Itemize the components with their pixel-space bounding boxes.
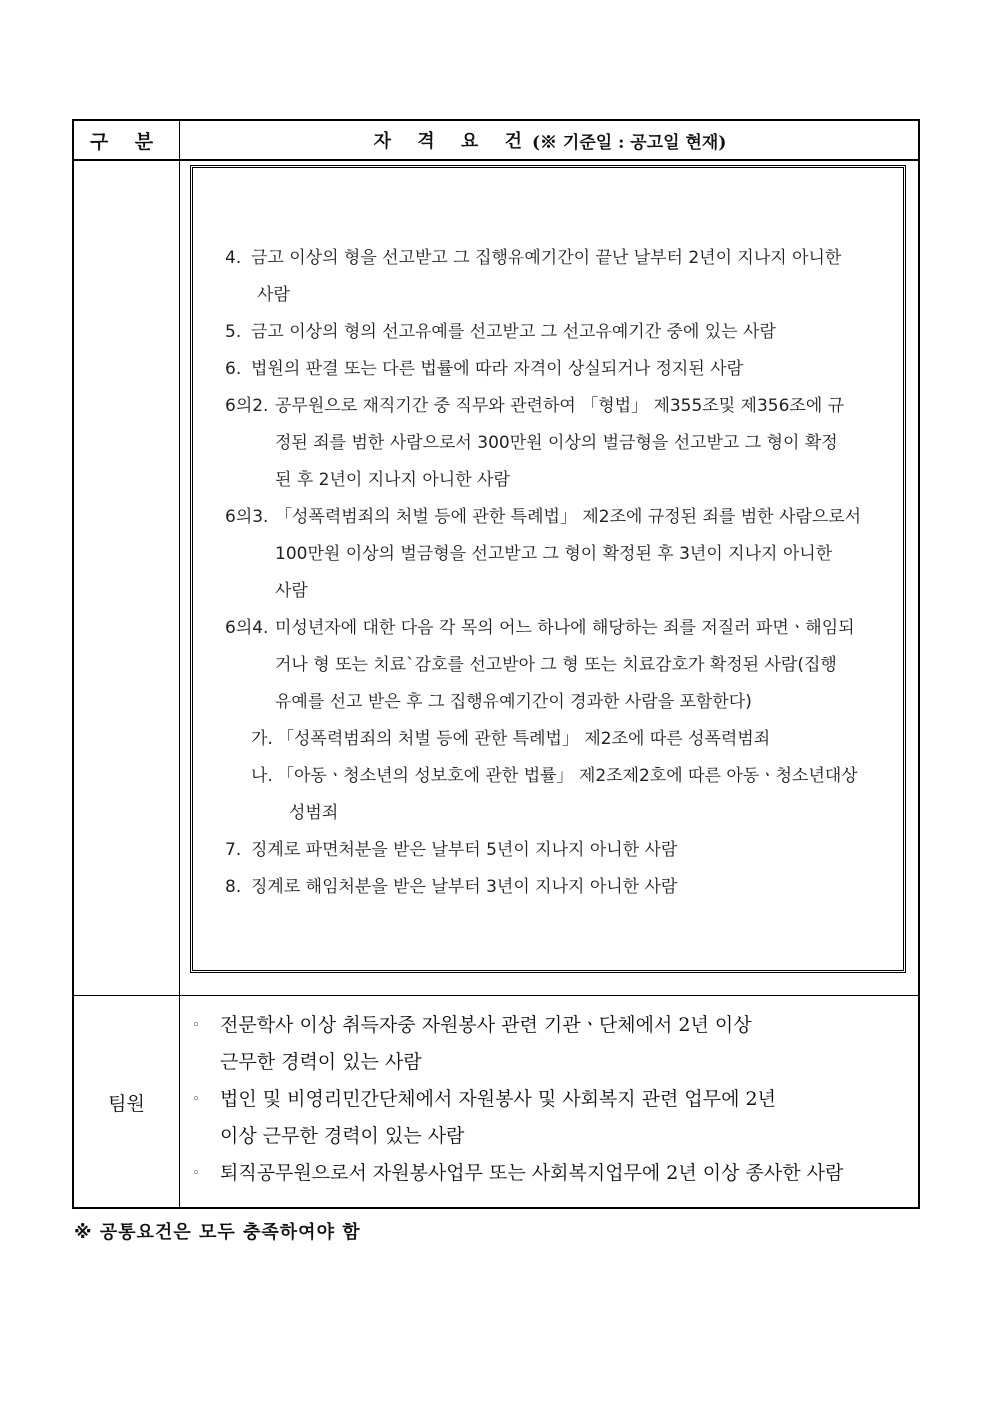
disqualification-list (225, 240, 890, 906)
list-item (225, 610, 890, 721)
list-item (225, 351, 890, 388)
header-requirements-title: 자 격 요 건 (373, 131, 532, 152)
list-item-line: 성범죄 (289, 803, 339, 823)
member-requirement-line: 퇴직공무원으로서 자원봉사업무 또는 사회복지업무에 2년 이상 종사한 사람 (220, 1162, 844, 1184)
member-requirement-line: 이상 근무한 경력이 있는 사람 (220, 1125, 465, 1147)
list-item (225, 314, 890, 351)
bullet-icon: ◦ (192, 1166, 200, 1181)
list-item-line: 정된 죄를 범한 사람으로서 300만원 이상의 벌금형을 선고받고 그 형이 확정 (275, 433, 838, 453)
list-item-line: 거나 형 또는 치료`감호를 선고받아 그 형 또는 치료감호가 확정된 사람(집행 (275, 655, 837, 675)
list-item-number: 가. (251, 729, 273, 749)
list-item-number: 6의2. (225, 396, 269, 416)
member-requirement-item (192, 1007, 917, 1081)
member-requirement-line: 법인 및 비영리민간단체에서 자원봉사 및 사회복지 관련 업무에 2년 (220, 1088, 776, 1110)
member-requirements (192, 1007, 917, 1192)
bullet-icon: ◦ (192, 1018, 200, 1033)
list-item-line: 사람 (275, 581, 308, 601)
list-item (251, 721, 890, 758)
list-item-number: 4. (225, 248, 242, 268)
list-item-number: 6의4. (225, 618, 269, 638)
list-item (225, 869, 890, 906)
member-requirement-line: 전문학사 이상 취득자중 자원봉사 관련 기관ㆍ단체에서 2년 이상 (220, 1014, 752, 1036)
list-item (225, 240, 890, 314)
list-item-line: 「성폭력범죄의 처벌 등에 관한 특례법」 제2조에 따른 성폭력범죄 (277, 729, 771, 749)
list-item-number: 나. (251, 766, 273, 786)
list-item-number: 8. (225, 877, 242, 897)
member-label: 팀원 (108, 1093, 145, 1115)
list-item-line: 금고 이상의 형의 선고유예를 선고받고 그 선고유예기간 중에 있는 사람 (251, 322, 776, 342)
row-divider (74, 995, 918, 996)
header-reference-date: (※ 기준일 : 공고일 현재) (531, 132, 727, 153)
list-item-line: 100만원 이상의 벌금형을 선고받고 그 형이 확정된 후 3년이 지나지 아니한 (275, 544, 833, 564)
bullet-icon: ◦ (192, 1092, 200, 1107)
member-requirement-item (192, 1081, 917, 1155)
header-divider (74, 159, 918, 161)
list-item (225, 388, 890, 499)
header-category: 구 분 (89, 130, 164, 153)
list-item-line: 징계로 해임처분을 받은 날부터 3년이 지나지 아니한 사람 (251, 877, 678, 897)
list-item-line: 사람 (257, 285, 290, 305)
list-item (225, 832, 890, 869)
list-item-number: 5. (225, 322, 242, 342)
list-item-line: 「성폭력범죄의 처벌 등에 관한 특례법」 제2조에 규정된 죄를 범한 사람으로서 (275, 507, 862, 527)
member-requirement-item (192, 1155, 917, 1192)
list-item-line: 공무원으로 재직기간 중 직무와 관련하여 「형법」 제355조및 제356조에 규 (275, 396, 845, 416)
list-item-line: 유예를 선고 받은 후 그 집행유예기간이 경과한 사람을 포함한다) (275, 692, 752, 712)
disqualification-box (192, 167, 904, 971)
list-item-number: 6. (225, 359, 242, 379)
list-item-line: 법원의 판결 또는 다른 법률에 따라 자격이 상실되거나 정지된 사람 (251, 359, 744, 379)
list-item (251, 758, 890, 832)
list-item-line: 금고 이상의 형을 선고받고 그 집행유예기간이 끝난 날부터 2년이 지나지 아니한 (251, 248, 842, 268)
column-divider (179, 121, 180, 1207)
list-item (225, 499, 890, 610)
qualification-table (72, 119, 920, 1209)
list-item-line: 「아동ㆍ청소년의 성보호에 관한 법률」 제2조제2호에 따른 아동ㆍ청소년대상 (277, 766, 858, 786)
list-item-number: 7. (225, 840, 242, 860)
list-item-line: 징계로 파면처분을 받은 날부터 5년이 지나지 아니한 사람 (251, 840, 678, 860)
member-requirement-line: 근무한 경력이 있는 사람 (220, 1051, 422, 1073)
list-item-line: 미성년자에 대한 다음 각 목의 어느 하나에 해당하는 죄를 저질러 파면ㆍ해임되 (275, 618, 855, 638)
footnote: ※ 공통요건은 모두 충족하여야 함 (74, 1222, 361, 1243)
header-requirements (180, 121, 920, 159)
list-item-number: 6의3. (225, 507, 269, 527)
list-item-line: 된 후 2년이 지나지 아니한 사람 (275, 470, 510, 490)
